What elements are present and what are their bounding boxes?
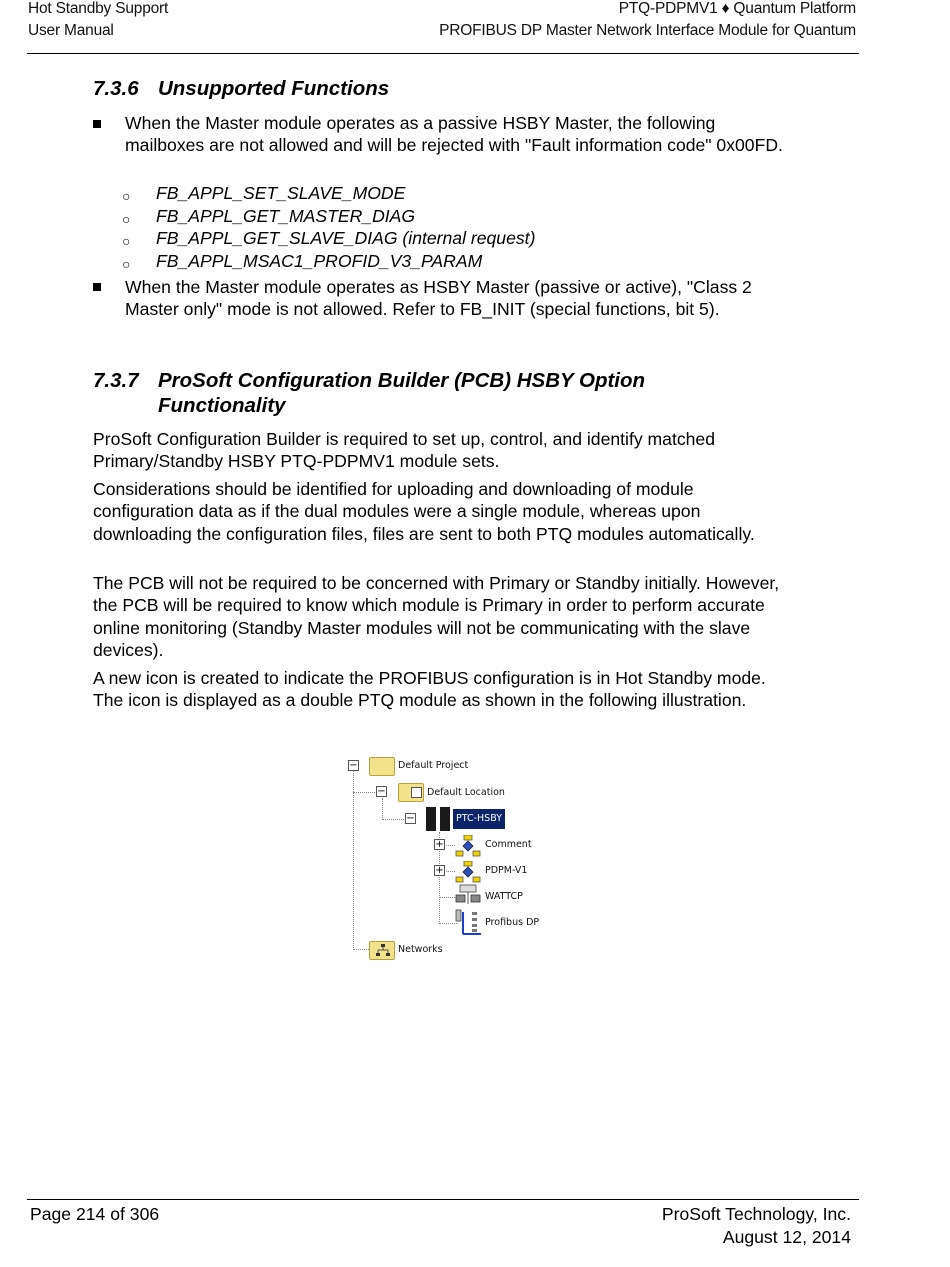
footer-rule (27, 1199, 859, 1200)
tree-node-default-location[interactable]: Default Location (427, 787, 505, 798)
tree-node-ptc-hsby[interactable]: PTC-HSBY (453, 809, 505, 829)
paragraph-upload-download: Considerations should be identified for uploading and downloading of module configuration data as if the dual modules were a single module, whereas upon downloading the configuration files, files are sent to both PTQ modules automatically. (93, 479, 755, 544)
tree-line (382, 798, 383, 820)
header-doc-type: User Manual (28, 22, 114, 39)
section-heading-7-3-7 (93, 368, 645, 418)
tree-line (382, 819, 404, 820)
paragraph-primary-standby: The PCB will not be required to be concerned with Primary or Standby initially. However, the PCB will be required to know which module is Primary in order to perform accurate online monitoring (Standby Master modules will not be communicating with the slave devices). (93, 573, 780, 661)
ptq-module-icon (440, 807, 450, 831)
collapse-button[interactable]: − (406, 813, 415, 824)
section-heading-7-3-6 (93, 76, 389, 101)
pdpm-node-icon (455, 861, 481, 883)
paragraph-new-icon: A new icon is created to indicate the PROFIBUS configuration is in Hot Standby mode. The icon is displayed as a double PTQ module as shown in the following illustration. (93, 668, 766, 711)
tree-node-pdpm[interactable]: PDPM-V1 (485, 865, 528, 876)
ptq-module-icon (426, 807, 436, 831)
sub-bullet-marker: ○ (122, 188, 131, 204)
expand-button[interactable]: + (435, 839, 444, 850)
mailbox-item: FB_APPL_MSAC1_PROFID_V3_PARAM (156, 251, 483, 271)
tree-node-comment[interactable]: Comment (485, 839, 532, 850)
header-product: PTQ-PDPMV1 ♦ Quantum Platform (618, 0, 856, 17)
mailbox-item: FB_APPL_SET_SLAVE_MODE (156, 183, 406, 203)
mailbox-item: FB_APPL_GET_SLAVE_DIAG (internal request) (156, 228, 536, 248)
tree-node-default-project[interactable]: Default Project (398, 760, 469, 771)
tree-node-profibus-dp[interactable]: Profibus DP (485, 917, 540, 928)
paragraph-pcb-required: ProSoft Configuration Builder is required to set up, control, and identify matched Primary/Standby HSBY PTQ-PDPMV1 module sets. (93, 429, 715, 472)
collapse-button[interactable]: − (377, 786, 386, 797)
bullet-class2-master: When the Master module operates as HSBY Master (passive or active), "Class 2 Master only" mode is not allowed. Refer to FB_INIT (special functions, bit 5). (125, 277, 752, 320)
bullet-marker (93, 283, 101, 291)
networks-folder-icon (369, 941, 395, 960)
bullet-passive-master: When the Master module operates as a passive HSBY Master, the following mailboxes are not allowed and will be rejected with "Fault information code" 0x00FD. (125, 113, 783, 156)
section-title: Unsupported Functions (158, 77, 390, 100)
header-doc-title: Hot Standby Support (28, 0, 169, 17)
project-folder-icon (369, 757, 395, 776)
collapse-button[interactable]: − (349, 760, 358, 771)
bullet-marker (93, 120, 101, 128)
section-title-line1: ProSoft Configuration Builder (PCB) HSBY Option (158, 369, 646, 392)
network-computers-icon (455, 884, 483, 906)
header-product-desc: PROFIBUS DP Master Network Interface Module for Quantum (439, 22, 856, 39)
mailbox-item: FB_APPL_GET_MASTER_DIAG (156, 206, 416, 226)
profibus-bus-icon (455, 908, 483, 938)
section-number: 7.3.6 (93, 77, 139, 100)
page-number: Page 214 of 306 (30, 1204, 160, 1224)
tree-line (353, 792, 375, 793)
sub-bullet-marker: ○ (122, 233, 131, 249)
tree-node-wattcp[interactable]: WATTCP (485, 891, 523, 902)
location-folder-icon (398, 783, 424, 802)
tree-line (353, 770, 354, 950)
pcb-tree-illustration (343, 756, 540, 964)
sub-bullet-marker: ○ (122, 211, 131, 227)
header-rule (27, 53, 859, 54)
sub-bullet-marker: ○ (122, 256, 131, 272)
footer-company: ProSoft Technology, Inc. (661, 1204, 851, 1224)
section-title-line2: Functionality (158, 394, 286, 417)
footer-date: August 12, 2014 (722, 1227, 851, 1247)
comment-node-icon (455, 835, 481, 857)
tree-node-networks[interactable]: Networks (398, 944, 443, 955)
expand-button[interactable]: + (435, 865, 444, 876)
section-number: 7.3.7 (93, 369, 139, 392)
